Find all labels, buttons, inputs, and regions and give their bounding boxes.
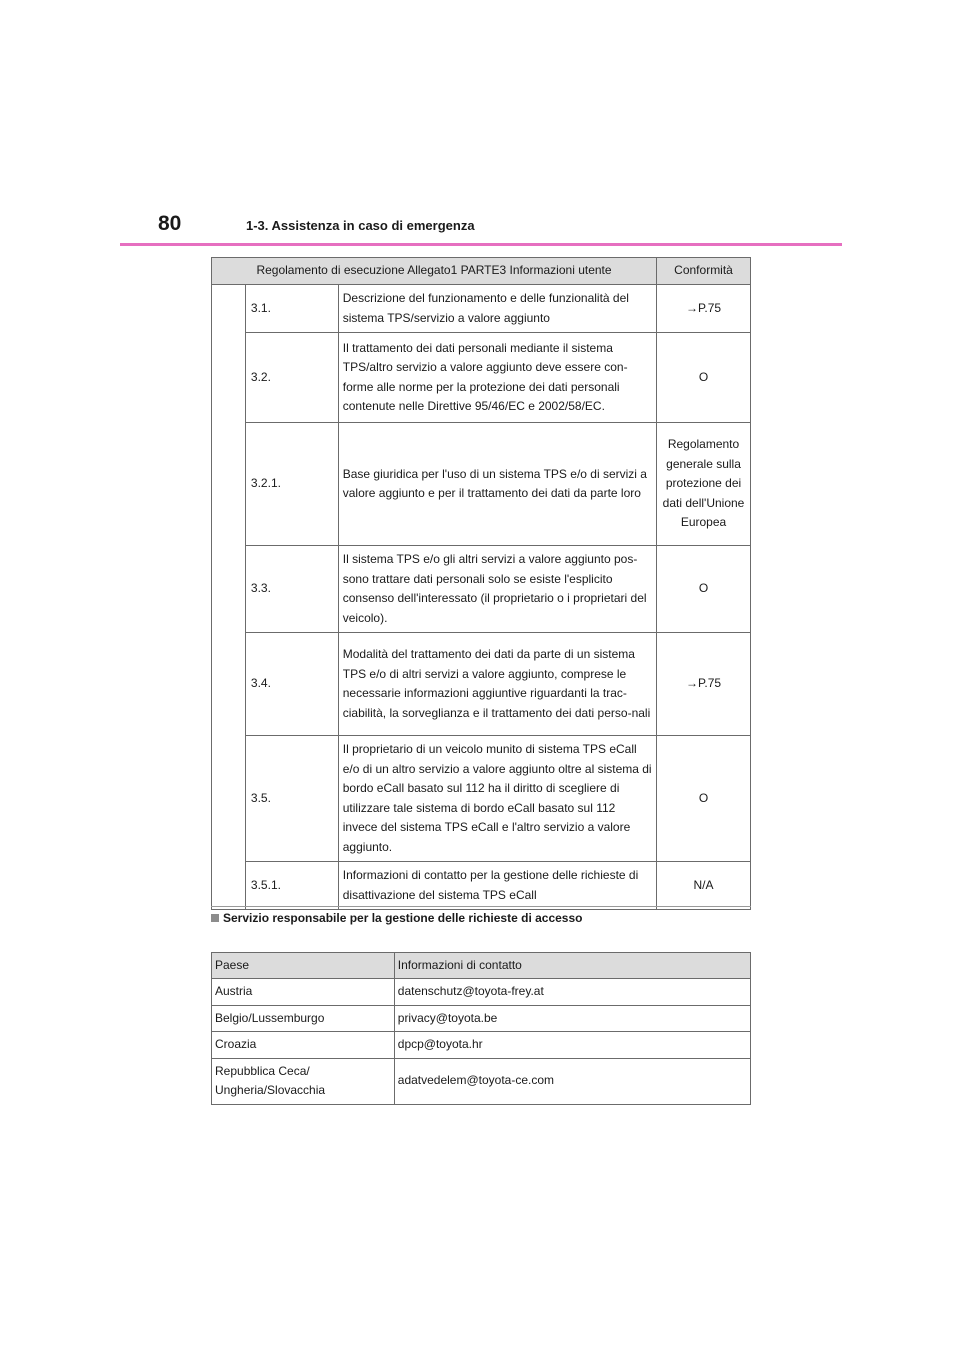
contact-cell: adatvedelem@toyota-ce.com xyxy=(394,1058,750,1104)
table-row xyxy=(212,423,751,546)
contact-table-header-row xyxy=(212,953,751,979)
table-row xyxy=(212,979,751,1006)
regulation-header-conformity: Conformità xyxy=(657,258,751,285)
table-row xyxy=(212,1005,751,1032)
row-conformity: →P.75 xyxy=(657,285,751,333)
row-description: Modalità del trattamento dei dati da parte di un sistema TPS e/o di altri servizi a valore aggiunto, comprese le necessarie informazioni aggiuntive riguardanti la trac-ciabilità, la sorveglianza e il trattamento dei dati perso-nali xyxy=(338,633,656,736)
page-number: 80 xyxy=(158,212,182,235)
row-conformity: N/A xyxy=(657,862,751,910)
row-number: 3.2. xyxy=(245,333,338,423)
row-conformity: Regolamento generale sulla protezione dei dati dell'Unione Europea xyxy=(657,423,751,546)
regulation-table xyxy=(211,257,751,910)
table-row xyxy=(212,1032,751,1059)
section-divider xyxy=(211,906,751,907)
row-number: 3.3. xyxy=(245,546,338,633)
row-conformity: O xyxy=(657,333,751,423)
row-description: Il sistema TPS e/o gli altri servizi a valore aggiunto pos-sono trattare dati personali solo se esiste l'esplicito consenso dell'interessato (il proprietario o i proprietari del veicolo). xyxy=(338,546,656,633)
regulation-table-header-row xyxy=(212,258,751,285)
row-conformity: →P.75 xyxy=(657,633,751,736)
row-conformity: O xyxy=(657,546,751,633)
contact-cell: datenschutz@toyota-frey.at xyxy=(394,979,750,1006)
table-row xyxy=(212,333,751,423)
row-conformity: O xyxy=(657,736,751,862)
table-row xyxy=(212,546,751,633)
row-number: 3.4. xyxy=(245,633,338,736)
row-description: Informazioni di contatto per la gestione delle richieste di disattivazione del sistema TPS eCall xyxy=(338,862,656,910)
contact-table xyxy=(211,952,751,1105)
table-row xyxy=(212,285,751,333)
row-number: 3.1. xyxy=(245,285,338,333)
table-row xyxy=(212,862,751,910)
regulation-header-main: Regolamento di esecuzione Allegato1 PARTE3 Informazioni utente xyxy=(212,258,657,285)
table-row xyxy=(212,1058,751,1104)
country-cell: Croazia xyxy=(212,1032,395,1059)
contact-cell: privacy@toyota.be xyxy=(394,1005,750,1032)
contact-header-country: Paese xyxy=(212,953,395,979)
row-description: Il trattamento dei dati personali mediante il sistema TPS/altro servizio a valore aggiunto deve essere con-forme alle norme per la protezione dei dati personali contenute nelle Direttive 95/46/EC e 2002/58/EC. xyxy=(338,333,656,423)
regulation-spacer-cell xyxy=(212,285,246,910)
row-number: 3.2.1. xyxy=(245,423,338,546)
contact-header-contact: Informazioni di contatto xyxy=(394,953,750,979)
header-rule xyxy=(120,243,842,246)
row-description: Il proprietario di un veicolo munito di sistema TPS eCall e/o di un altro servizio a valore aggiunto oltre al sistema di bordo eCall basato sul 112 ha il diritto di scegliere di utilizzare tale sistema di bordo eCall basato sul 112 invece del sistema TPS eCall e l'altro servizio a valore aggiunto. xyxy=(338,736,656,862)
row-number: 3.5. xyxy=(245,736,338,862)
table-row xyxy=(212,633,751,736)
country-cell: Austria xyxy=(212,979,395,1006)
square-bullet-icon xyxy=(211,914,219,922)
subheading-text: Servizio responsabile per la gestione delle richieste di accesso xyxy=(223,911,583,925)
country-cell: Belgio/Lussemburgo xyxy=(212,1005,395,1032)
country-cell: Repubblica Ceca/ Ungheria/Slovacchia xyxy=(212,1058,395,1104)
row-description: Base giuridica per l'uso di un sistema TPS e/o di servizi a valore aggiunto e per il trattamento dei dati da parte loro xyxy=(338,423,656,546)
contact-cell: dpcp@toyota.hr xyxy=(394,1032,750,1059)
row-number: 3.5.1. xyxy=(245,862,338,910)
table-row xyxy=(212,736,751,862)
row-description: Descrizione del funzionamento e delle funzionalità del sistema TPS/servizio a valore aggiunto xyxy=(338,285,656,333)
section-title: 1-3. Assistenza in caso di emergenza xyxy=(246,218,475,233)
subheading xyxy=(211,911,582,925)
